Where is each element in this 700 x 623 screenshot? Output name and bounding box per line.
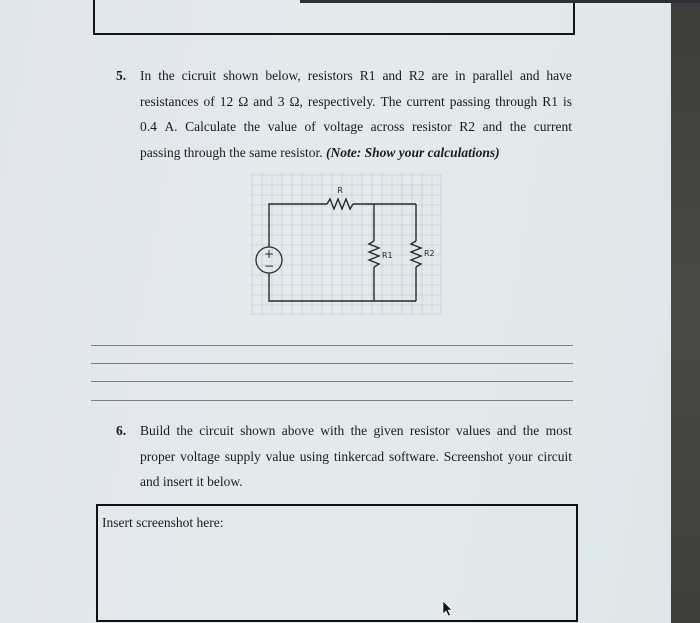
- word: have: [546, 68, 572, 83]
- source-minus-label: −: [263, 259, 275, 273]
- word: R2: [408, 68, 425, 83]
- word: using: [299, 448, 330, 464]
- word: software.: [389, 448, 439, 464]
- word: Ω: [238, 93, 249, 109]
- word: voltage: [323, 119, 364, 134]
- word: the: [522, 423, 540, 438]
- word: resistors: [307, 68, 353, 83]
- answer-line-3[interactable]: [91, 381, 573, 382]
- screen-bezel: [671, 0, 700, 623]
- word: parallel: [472, 68, 513, 83]
- word: of: [203, 93, 215, 109]
- word: across: [370, 119, 405, 134]
- word: current: [406, 93, 445, 109]
- word: are: [431, 68, 449, 83]
- previous-answer-box[interactable]: [93, 0, 575, 35]
- word: shown: [223, 68, 259, 83]
- answer-line-2[interactable]: [91, 363, 573, 364]
- word: Calculate: [185, 119, 237, 134]
- word: passing: [449, 93, 491, 109]
- circuit-diagram: [250, 173, 442, 315]
- mouse-cursor-icon: [442, 600, 454, 618]
- word: circuit: [537, 448, 572, 464]
- word: current: [533, 119, 572, 134]
- q6-line-3: and insert it below.: [140, 474, 243, 489]
- resistor-r-label: R: [337, 186, 343, 195]
- word: is: [562, 93, 572, 109]
- word: 12: [219, 93, 234, 109]
- word: Build: [140, 423, 171, 438]
- word: through: [495, 93, 538, 109]
- word: and: [496, 423, 517, 438]
- word: and: [519, 68, 540, 83]
- word: most: [545, 423, 572, 438]
- answer-line-4[interactable]: [91, 400, 573, 401]
- q5-line-4: [140, 140, 500, 166]
- q5-line-2: [140, 89, 572, 115]
- word: Ω,: [289, 93, 303, 109]
- word: of: [304, 119, 316, 134]
- word: your: [507, 448, 533, 464]
- word: R2: [459, 119, 476, 134]
- word: values: [456, 423, 491, 438]
- resistor-r1-label: R1: [382, 251, 393, 260]
- word: value: [265, 448, 295, 464]
- word: supply: [224, 448, 261, 464]
- question-5-number: 5.: [116, 68, 127, 83]
- source-plus-label: +: [263, 247, 275, 261]
- word: proper: [140, 448, 176, 464]
- q5-last-line: passing through the same resistor.: [140, 144, 323, 160]
- resistor-r2-label: R2: [424, 249, 435, 258]
- word: A.: [164, 119, 178, 134]
- q5-line-3: [140, 114, 572, 140]
- word: in: [455, 68, 466, 83]
- word: the: [176, 423, 193, 438]
- grid: [250, 173, 442, 315]
- word: and: [382, 68, 402, 83]
- insert-screenshot-box[interactable]: [96, 504, 578, 622]
- word: R1: [359, 68, 376, 83]
- word: the: [350, 423, 368, 438]
- resistor-r-icon: [327, 199, 353, 209]
- word: and: [482, 119, 503, 134]
- screen-top-edge: [300, 0, 700, 3]
- word: the: [509, 119, 527, 134]
- word: In: [140, 68, 152, 83]
- word: 0.4: [140, 119, 157, 134]
- word: value: [267, 119, 297, 134]
- answer-line-1[interactable]: [91, 345, 573, 346]
- word: tinkercad: [333, 448, 385, 464]
- word: cicruit: [181, 68, 217, 83]
- word: voltage: [180, 448, 220, 464]
- voltage-source-icon: [256, 247, 282, 273]
- q5-line-1: [140, 63, 572, 89]
- word: resistor: [411, 119, 452, 134]
- word: 3: [277, 93, 285, 109]
- word: R1: [542, 93, 558, 109]
- word: below,: [265, 68, 301, 83]
- word: with: [320, 423, 345, 438]
- q6-line-1: [140, 418, 572, 444]
- question-6-number: 6.: [116, 423, 127, 438]
- word: resistances: [140, 93, 199, 109]
- word: circuit: [199, 423, 234, 438]
- word: Screenshot: [443, 448, 503, 464]
- word: the: [243, 119, 261, 134]
- word: given: [373, 423, 404, 438]
- q6-line-2: [140, 444, 572, 470]
- word: respectively.: [307, 93, 376, 109]
- word: resistor: [409, 423, 450, 438]
- insert-screenshot-label: Insert screenshot here:: [102, 515, 224, 530]
- word: and: [253, 93, 273, 109]
- word: the: [158, 68, 175, 83]
- q5-note: (Note: Show your calculations): [325, 144, 500, 160]
- word: The: [380, 93, 402, 109]
- word: above: [281, 423, 314, 438]
- word: shown: [240, 423, 276, 438]
